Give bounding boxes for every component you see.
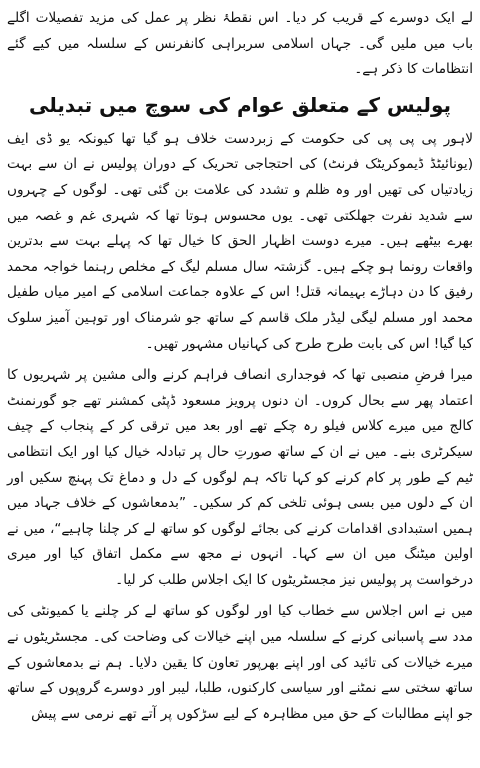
section-heading: پولیس کے متعلق عوام کی سوچ میں تبدیلی [29,92,451,117]
body-paragraph-1: لاہور پی پی پی کی حکومت کے زبردست خلاف ہو گیا تھا کیونکہ یو ڈی ایف (یونائیٹڈ ڈیموکریٹک فرنٹ) کی احتجاجی تحریک کے دوران پولیس نے ان سے بہت زیادتیاں کی تھیں اور وہ ظلم و تشدد کی علامت بن گئی تھی۔ لوگوں کے چہروں سے شدید نفرت جھلکتی تھی۔ یوں محسوس ہوتا تھا کہ شہری غم و غصہ میں بھرے بیٹھے ہیں۔ میرے دوست اظہار الحق کا خیال تھا کہ پہلے بہت سے بدترین واقعات رونما ہو چکے ہیں۔ گزشتہ سال مسلم لیگ کے مخلص رہنما خواجہ محمد رفیق کا دن دہاڑے بہیمانہ قتل! اس کے علاوہ جماعت اسلامی کے امیر میاں طفیل محمد اور مسلم لیگی لیڈر ملک قاسم کے ساتھ جو شرمناک اور توہین آمیز سلوک کیا گیا! اس کی بابت طرح طرح کی کہانیاں مشہور تھیں۔ [7,130,473,352]
body-paragraph-3: میں نے اس اجلاس سے خطاب کیا اور لوگوں کو ساتھ لے کر چلنے یا کمیونٹی کی مدد سے پاسبانی کرنے کے سلسلہ میں اپنے خیالات کی وضاحت کی۔ مجسٹریٹوں نے میرے خیالات کی تائید کی اور اپنے بھرپور تعاون کا یقین دلایا۔ ہم نے بدمعاشوں کے ساتھ سختی سے نمٹنے اور سیاسی کارکنوں، طلبا، لیبر اور دوسرے گروپوں کے ساتھ جو اپنے مطالبات کے حق میں مظاہرہ کے لیے سڑکوں پر آتے تھے نرمی سے پیش [7,603,473,722]
intro-paragraph: لے ایک دوسرے کے قریب کر دیا۔ اس نقطۂ نظر پر عمل کی مزید تفصیلات اگلے باب میں ملیں گی۔ جہاں اسلامی سربراہی کانفرنس کے سلسلہ میں کیے گئے انتظامات کا ذکر ہے۔ [7,10,473,78]
body-paragraph-2: میرا فرضِ منصبی تھا کہ فوجداری انصاف فراہم کرنے والی مشین پر شہریوں کا اعتماد پھر سے بحال کروں۔ ان دنوں پرویز مسعود ڈپٹی کمشنر تھے جو گورنمنٹ کالج میں میرے کلاس فیلو رہ چکے تھے اور بعد میں ترقی کر کے پنجاب کے چیف سیکرٹری بنے۔ میں نے ان کے ساتھ صورتِ حال پر تبادلہ خیال کیا اور ایک انتظامی ٹیم کے طور پر کام کرنے کو کہا تاکہ ہم لوگوں کے دل و دماغ تک پہنچ سکیں اور ان کے دلوں میں بسی ہوئی تلخی کم کر سکیں۔ ”بدمعاشوں کے خلاف جہاد میں ہمیں استبدادی اقدامات کرنے کی بجائے لوگوں کو ساتھ لے کر چلنا چاہیے“، میں نے اولین میٹنگ میں ان سے کہا۔ انہوں نے مجھ سے مکمل اتفاق کیا اور میری درخواست پر پولیس نیز مجسٹریٹوں کا ایک اجلاس طلب کر لیا۔ [7,367,473,588]
